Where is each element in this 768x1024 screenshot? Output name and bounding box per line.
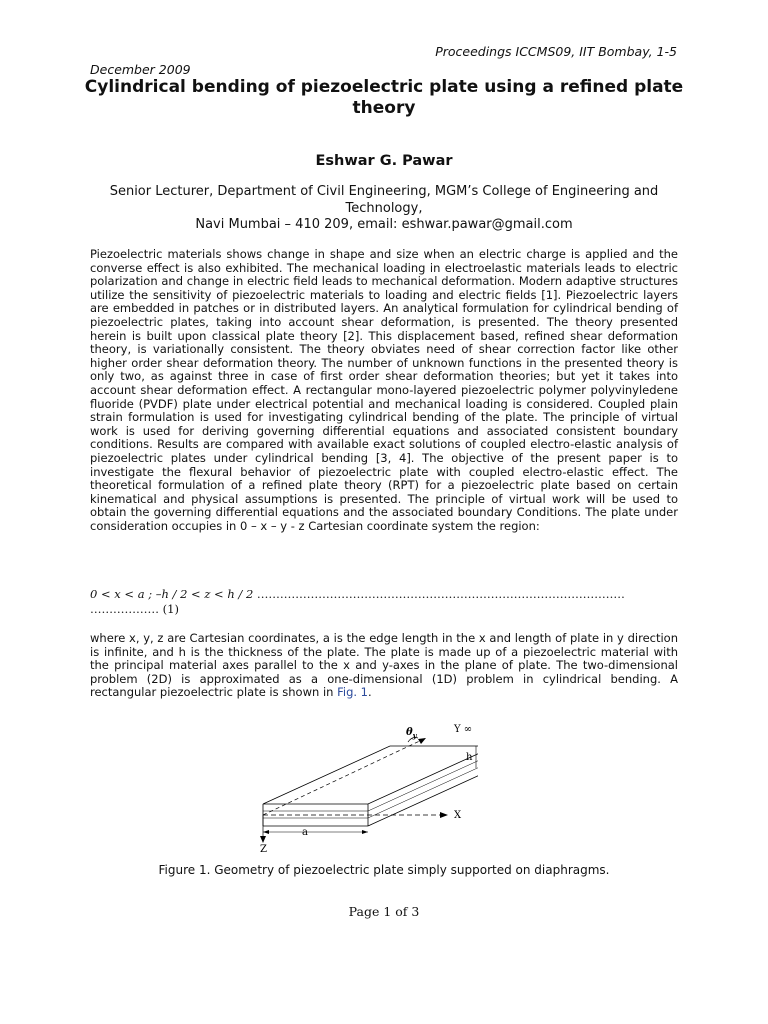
z-axis-arrow	[260, 836, 266, 843]
figure-caption: Figure 1. Geometry of piezoelectric plate simply supported on diaphragms.	[158, 863, 610, 877]
equation-number: (1)	[162, 602, 179, 616]
equation-dots-2: ………………	[90, 602, 159, 616]
z-axis-label: Z	[260, 844, 267, 855]
a-dimension-arrow-right	[362, 830, 368, 834]
x-axis-arrow	[440, 812, 448, 818]
affiliation-line-2: Technology,	[345, 200, 423, 216]
y-axis-arrow	[418, 738, 426, 744]
affiliation-line-1: Senior Lecturer, Department of Civil Engineering, MGM’s College of Engineering and	[109, 184, 659, 199]
proceedings-header: Proceedings ICCMS09, IIT Bombay, 1-5	[435, 44, 677, 59]
plate-top-face	[263, 746, 478, 804]
theta-label: $\theta_y$	[406, 727, 417, 740]
abstract-paragraph: Piezoelectric materials shows change in shape and size when an electric charge is applied and the converse effect is also exhibited. The mechanical loading in electroelastic materials leads to electric polarization and change in electric field leads to mechanical deformation. Modern adaptive structures utilize the sensitivity of piezoelectric materials to loading and electric fields [1]. Piezoelectric layers are embedded in patches or in distributed layers. An analytical formulation for cylindrical bending of piezoelectric plates, taking into account shear deformation, is presented. The theory presented herein is built upon classical plate theory [2]. This displacement based, refined shear deformation theory, is variationally consistent. The theory obviates need of shear correction factor like other higher order shear deformation theory. The number of unknown functions in the presented theory is only two, as against three in case of first order shear deformation theories; but yet it takes into account shear deformation effect. A rectangular mono-layered piezoelectric polymer polyvinyledene fluoride (PVDF) plate under electrical potential and mechanical loading is considered. Coupled plain strain formulation is used for investigating cylindrical bending of the plate. The principle of virtual work is used for deriving governing differential equations and associated consistent boundary conditions. Results are compared with available exact solutions of coupled electro-elastic analysis of piezoelectric plates under cylindrical bending [3, 4]. The objective of the present paper is to investigate the flexural behavior of piezoelectric plate with coupled electro-elastic effect. The theoretical formulation of a refined plate theory (RPT) for a piezoelectric plate based on certain kinematical and physical assumptions is presented. The principle of virtual work will be used to obtain the governing differential equations and the associated boundary Conditions. The plate under consideration occupies in 0 – x – y - z Cartesian coordinate system the region:	[90, 247, 678, 533]
affiliation-line-3: Navi Mumbai – 410 209, email: eshwar.pawar@gmail.com	[195, 217, 573, 232]
plate-outline	[263, 746, 478, 826]
affiliation	[80, 184, 688, 234]
figure-1-plate-geometry	[258, 716, 478, 858]
a-label: a	[302, 827, 308, 838]
paper-title: Cylindrical bending of piezoelectric plate using a refined plate theory	[84, 77, 684, 118]
date: December 2009	[90, 62, 191, 77]
equation-expression: 0 < x < a ; –h / 2 < z < h / 2	[90, 587, 254, 601]
equation-1	[90, 587, 678, 617]
figure-reference-link[interactable]: Fig. 1	[337, 685, 368, 700]
author-name: Eshwar G. Pawar	[315, 153, 453, 169]
body-paragraph	[90, 632, 678, 700]
body-paragraph-end: .	[368, 685, 372, 700]
a-dimension-arrow-left	[263, 830, 269, 834]
y-axis-line	[263, 738, 426, 815]
equation-dots: ……………………………………………………………………………………	[256, 587, 625, 601]
y-axis-label: Y ∞	[454, 724, 473, 735]
x-axis-label: X	[454, 810, 462, 821]
page-number: Page 1 of 3	[348, 904, 420, 919]
h-label: h	[466, 752, 473, 763]
body-paragraph-text: where x, y, z are Cartesian coordinates, a is the edge length in the x and length of plate in y direction is infinite, and h is the thickness of the plate. The plate is made up of a piezoelectric material with the principal material axes parallel to the x and y-axes in the plane of plate. The two-dimensional problem (2D) is approximated as a one-dimensional (1D) problem in cylindrical bending. A rectangular piezoelectric plate is shown in	[90, 631, 678, 700]
